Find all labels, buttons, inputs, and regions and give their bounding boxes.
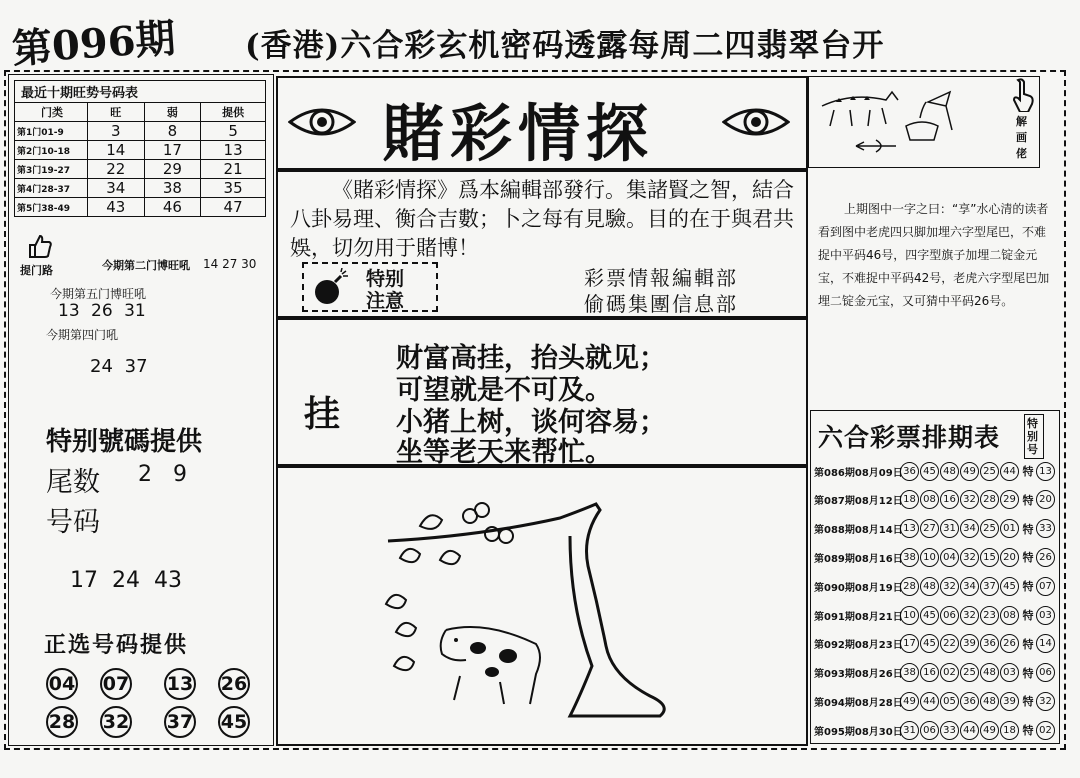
thumbs-up-icon <box>26 232 54 260</box>
special-number: 26 <box>1036 548 1055 567</box>
schedule-date: 第092期08月23日 <box>814 640 903 652</box>
schedule-number: 45 <box>920 462 939 481</box>
bomb-icon <box>310 268 350 308</box>
schedule-number: 18 <box>900 490 919 509</box>
schedule-number: 32 <box>960 490 979 509</box>
schedule-number: 25 <box>980 519 999 538</box>
cell-provide: 35 <box>201 179 266 198</box>
schedule-row <box>814 718 1056 742</box>
schedule-number: 08 <box>920 490 939 509</box>
special-marker: 特 <box>1022 609 1034 622</box>
special-number: 03 <box>1036 606 1055 625</box>
schedule-row <box>814 603 1056 627</box>
cell-wang: 14 <box>88 141 145 160</box>
schedule-number: 38 <box>900 548 919 567</box>
schedule-number: 06 <box>920 721 939 740</box>
special-number: 32 <box>1036 692 1055 711</box>
schedule-number: 13 <box>900 519 919 538</box>
schedule-date: 第088期08月14日 <box>814 525 903 537</box>
pick-number: 32 <box>100 706 132 738</box>
special-marker: 特 <box>1022 666 1034 680</box>
special-marker: 特 <box>1022 580 1034 594</box>
schedule-number: 31 <box>900 721 919 740</box>
tail-label: 尾数 <box>46 467 100 498</box>
cell-wang: 34 <box>88 179 145 198</box>
schedule-number: 17 <box>900 634 919 653</box>
schedule-number: 31 <box>940 519 959 538</box>
tip-label: 提门路 <box>20 264 53 277</box>
schedule-date: 第090期08月19日 <box>814 582 903 594</box>
cell-provide: 13 <box>201 141 266 160</box>
special-number: 14 <box>1036 634 1055 653</box>
cell-ruo: 29 <box>144 160 201 179</box>
table-header-row <box>15 103 266 122</box>
schedule-number: 44 <box>960 721 979 740</box>
schedule-date: 第094期08月28日 <box>814 697 903 709</box>
eye-icon <box>722 104 790 140</box>
schedule-row <box>814 574 1056 598</box>
schedule-date: 第093期08月26日 <box>814 669 903 681</box>
pick-number: 26 <box>218 668 250 700</box>
table-row <box>15 160 266 179</box>
schedule-date: 第087期08月12日 <box>814 496 903 508</box>
special-head: 特别号 <box>1024 414 1044 459</box>
schedule-number: 04 <box>940 548 959 567</box>
table-header: 弱 <box>144 103 201 122</box>
recent-table <box>14 102 266 217</box>
zhengxuan-title: 正选号码提供 <box>44 632 189 658</box>
row-label: 第5门38-49 <box>15 198 88 217</box>
cell-provide: 21 <box>201 160 266 179</box>
schedule-number: 22 <box>940 634 959 653</box>
cell-ruo: 38 <box>144 179 201 198</box>
schedule-row <box>814 488 1056 512</box>
schedule-number: 27 <box>920 519 939 538</box>
recent-table-title: 最近十期旺势号码表 <box>14 80 266 102</box>
code-label: 号码 <box>46 507 100 538</box>
table-row <box>15 141 266 160</box>
schedule-number: 06 <box>940 606 959 625</box>
schedule-number: 08 <box>1000 606 1019 625</box>
table-header: 旺 <box>88 103 145 122</box>
dept-1: 彩票情報編輯部 <box>584 266 738 290</box>
special-marker: 特 <box>1022 551 1034 565</box>
schedule-number: 26 <box>1000 634 1019 653</box>
cell-ruo: 46 <box>144 198 201 217</box>
pig-tree-illustration <box>360 496 680 722</box>
schedule-number: 33 <box>940 721 959 740</box>
schedule-number: 45 <box>920 606 939 625</box>
hand-pointer-icon <box>1012 78 1036 112</box>
fifth-door-label: 今期第五门博旺吼 <box>50 287 147 301</box>
schedule-number: 36 <box>980 634 999 653</box>
table-row <box>15 179 266 198</box>
schedule-number: 45 <box>920 634 939 653</box>
schedule-title: 六合彩票排期表 <box>818 423 1001 452</box>
poem-line: 小猪上树，谈何容易； <box>396 407 666 438</box>
schedule-number: 23 <box>980 606 999 625</box>
special-marker: 特 <box>1022 724 1034 738</box>
schedule-date: 第095期08月30日 <box>814 726 903 738</box>
pick-number: 13 <box>164 668 196 700</box>
special-marker: 特 <box>1022 493 1034 507</box>
schedule-number: 36 <box>960 692 979 711</box>
schedule-row <box>814 517 1056 541</box>
schedule-number: 02 <box>940 663 959 682</box>
schedule-number: 20 <box>1000 548 1019 567</box>
second-door-label: 今期第二门博旺吼 <box>102 259 190 272</box>
poem-key: 挂 <box>304 393 341 435</box>
table-row <box>15 122 266 141</box>
schedule-number: 34 <box>960 519 979 538</box>
cell-provide: 47 <box>201 198 266 217</box>
cell-ruo: 17 <box>144 141 201 160</box>
notice-label-2: 注意 <box>366 290 405 312</box>
schedule-number: 48 <box>980 692 999 711</box>
issue-number: 第096期 <box>10 14 177 73</box>
schedule-row <box>814 459 1056 483</box>
schedule-number: 48 <box>940 462 959 481</box>
row-label: 第1门01-9 <box>15 122 88 141</box>
schedule-number: 39 <box>960 634 979 653</box>
schedule-date: 第086期08月09日 <box>814 467 903 479</box>
schedule-number: 10 <box>920 548 939 567</box>
cell-wang: 43 <box>88 198 145 217</box>
schedule-number: 28 <box>980 490 999 509</box>
page-title: (香港)六合彩玄机密码透露每周二四翡翠台开 <box>245 28 885 64</box>
schedule-number: 18 <box>1000 721 1019 740</box>
tail-nums: 2 9 <box>138 462 187 487</box>
special-number: 06 <box>1036 663 1055 682</box>
schedule-number: 16 <box>920 663 939 682</box>
schedule-number: 29 <box>1000 490 1019 509</box>
special-marker: 特 <box>1022 637 1034 651</box>
table-header: 门类 <box>15 103 88 122</box>
pick-number: 07 <box>100 668 132 700</box>
eye-icon <box>288 104 356 140</box>
schedule-number: 05 <box>940 692 959 711</box>
special-number: 33 <box>1036 519 1055 538</box>
special-marker: 特 <box>1022 695 1034 709</box>
schedule-row <box>814 545 1056 569</box>
schedule-number: 15 <box>980 548 999 567</box>
table-header: 提供 <box>201 103 266 122</box>
schedule-number: 32 <box>960 606 979 625</box>
pick-number: 04 <box>46 668 78 700</box>
schedule-number: 03 <box>1000 663 1019 682</box>
schedule-number: 44 <box>1000 462 1019 481</box>
schedule-number: 49 <box>900 692 919 711</box>
schedule-row <box>814 661 1056 685</box>
cell-wang: 22 <box>88 160 145 179</box>
schedule-number: 39 <box>1000 692 1019 711</box>
code-nums: 17 24 43 <box>70 568 182 593</box>
fifth-door-nums: 13 26 31 <box>58 301 146 321</box>
second-door-nums: 14 27 30 <box>203 257 257 271</box>
poem-line: 财富高挂，抬头就见； <box>396 343 666 374</box>
cell-wang: 3 <box>88 122 145 141</box>
puzzle-label: 解画佬 <box>1016 115 1027 160</box>
fourth-door-label: 今期第四门吼 <box>46 328 119 342</box>
schedule-number: 49 <box>960 462 979 481</box>
special-number: 07 <box>1036 577 1055 596</box>
cell-ruo: 8 <box>144 122 201 141</box>
schedule-number: 48 <box>920 577 939 596</box>
pick-number: 45 <box>218 706 250 738</box>
row-label: 第4门28-37 <box>15 179 88 198</box>
pick-number: 37 <box>164 706 196 738</box>
schedule-number: 25 <box>960 663 979 682</box>
recent-table-wrap <box>14 80 266 217</box>
schedule-number: 37 <box>980 577 999 596</box>
notice-label-1: 特别 <box>366 268 405 290</box>
special-title: 特别號碼提供 <box>46 427 203 457</box>
schedule-number: 28 <box>900 577 919 596</box>
intro-text: 《賭彩情探》爲本編輯部發行。集諸賢之智，結合八卦易理、衡合吉數；卜之每有見驗。目的在于與君共娛，切勿用于賭博！ <box>290 178 794 260</box>
schedule-number: 49 <box>980 721 999 740</box>
schedule-number: 32 <box>940 577 959 596</box>
schedule-date: 第091期08月21日 <box>814 611 903 623</box>
schedule-number: 25 <box>980 462 999 481</box>
row-label: 第2门10-18 <box>15 141 88 160</box>
special-number: 02 <box>1036 721 1055 740</box>
cell-provide: 5 <box>201 122 266 141</box>
schedule-date: 第089期08月16日 <box>814 553 903 565</box>
schedule-number: 44 <box>920 692 939 711</box>
row-label: 第3门19-27 <box>15 160 88 179</box>
schedule-row <box>814 632 1056 656</box>
schedule-number: 34 <box>960 577 979 596</box>
logo-text: 賭彩情探 <box>382 97 655 170</box>
schedule-number: 10 <box>900 606 919 625</box>
tiger-puzzle-image <box>816 80 966 160</box>
table-row <box>15 198 266 217</box>
fourth-door-nums: 24 37 <box>90 356 148 377</box>
schedule-number: 32 <box>960 548 979 567</box>
dept-2: 偷碼集團信息部 <box>584 292 738 316</box>
schedule-number: 48 <box>980 663 999 682</box>
pick-number: 28 <box>46 706 78 738</box>
schedule-row <box>814 689 1056 713</box>
schedule-number: 01 <box>1000 519 1019 538</box>
schedule-number: 36 <box>900 462 919 481</box>
poem-line: 坐等老天来帮忙。 <box>396 437 612 468</box>
puzzle-text: 上期图中一字之曰：“享”水心清的读者看到图中老虎四只脚加埋六字型尾巴，不难捉中平码46号，四字型旗子加埋二锭金元宝，不难捉中平码42号，老虎六字型尾巴加埋二锭金元宝，又可猜中平码26号。 <box>818 202 1050 308</box>
schedule-number: 45 <box>1000 577 1019 596</box>
special-number: 20 <box>1036 490 1055 509</box>
special-number: 13 <box>1036 462 1055 481</box>
poem-line: 可望就是不可及。 <box>396 375 612 406</box>
schedule-number: 38 <box>900 663 919 682</box>
schedule-number: 16 <box>940 490 959 509</box>
special-marker: 特 <box>1022 465 1034 478</box>
special-marker: 特 <box>1022 522 1034 536</box>
